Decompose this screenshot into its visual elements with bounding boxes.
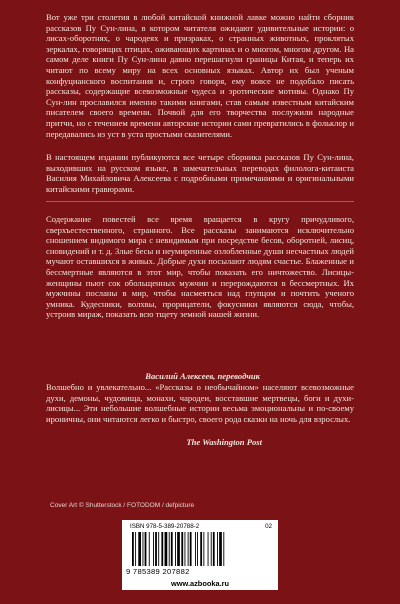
barcode-bar xyxy=(143,532,144,566)
barcode-bar xyxy=(149,532,150,566)
barcode-bar xyxy=(138,532,141,566)
publisher-website: www.azbooka.ru xyxy=(170,579,230,588)
barcode-bar xyxy=(165,532,168,566)
isbn-label: ISBN 978-5-389-20788-2 xyxy=(130,523,200,530)
barcode-bar xyxy=(197,532,198,566)
barcode-bar xyxy=(208,532,209,566)
barcode-bar xyxy=(158,532,159,566)
barcode-bar xyxy=(153,532,154,566)
barcode-digits: 9 785389 207882 xyxy=(126,567,190,576)
barcode-bar xyxy=(145,532,147,566)
barcode-bar xyxy=(211,532,212,566)
barcode-bar xyxy=(181,532,183,566)
barcode-bar xyxy=(155,532,157,566)
barcode-bar xyxy=(190,532,192,566)
barcode-bar xyxy=(171,532,173,566)
translator-quote: Содержание повестей все время вращается в кругу причудливого, сверхъестественного, странного. Все рассказы занимаются исключительно сношением видимого мира с невидимым при посредстве бесов, оборотней, лисиц, сновидений и т. д. Злые бесы и неумиренные озлобленные души несчастных людей мучают оставшихся в живых. Добрые духи посылают людям счастье. Блаженные и бессмертные являются в этот мир, чтобы показать его ничтожество. Лисицы-женщины пьют сок обольщенных мужчин и перерождаются в бессмертных. Их мужчины посланы в мир, чтобы насмеяться над глупцом и почтить ученого умника. Кудесники, волхвы, прорицатели, фокусники являются сюда, чтобы, устроив мираж, показать всю тщету земной нашей жизни. xyxy=(46,214,354,320)
translator-signature: Василий Алексеев, переводчик xyxy=(145,371,260,381)
barcode-bar xyxy=(175,532,176,566)
press-signature: The Washington Post xyxy=(186,437,262,447)
barcode-bar xyxy=(177,532,180,566)
barcode-bar xyxy=(161,532,163,566)
barcode-bar xyxy=(135,532,136,566)
intro-paragraph: Вот уже три столетия в любой китайской книжной лавке можно найти сборник рассказов Пу Сун-лина, в котором читателя ожидают удивительные истории: о лисах-оборотнях, о чародеях и призраках, о странных животных, проклятых зеркалах, говорящих птицах, оживающих картинах и о многом, многом другом. На самом деле книги Пу Сун-лина давно перешагнули границы Китая, и теперь их читают по всему миру на всех основных языках. Автор их был ученым конфуцианского воспитания и, строго говоря, ему вовсе не подобало писать рассказы, содержащие всевозможные чудеса и эротические мотивы. Однако Пу Сун-лин прославился именно такими книгами, став самым известным китайским писателем своего времени. Почвой для его творчества послужили народные притчи, но с течением времени авторские истории сами превратились в фольклор и передавались из уст в уста простыми сказителями. xyxy=(46,12,354,139)
barcode-icon xyxy=(132,532,272,566)
barcode-bar xyxy=(219,532,222,566)
barcode-bar xyxy=(203,532,204,566)
barcode-bar xyxy=(213,532,215,566)
cover-art-credit: Cover Art © Shutterstock / FOTODOM / defpicture xyxy=(50,502,195,509)
barcode-bar xyxy=(132,532,134,566)
barcode-bar xyxy=(223,532,224,566)
barcode-bar xyxy=(195,532,196,566)
barcode-bar xyxy=(169,532,170,566)
barcode-bar xyxy=(217,532,218,566)
barcode-bar xyxy=(200,532,202,566)
barcode-addon: 02 xyxy=(265,523,272,530)
edition-paragraph: В настоящем издании публикуются все четыре сборника рассказов Пу Сун-лина, выходивших на русском языке, в замечательных переводах филолога-китаиста Василия Михайловича Алексеева с подробными примечаниями и оригинальными китайскими гравюрами. xyxy=(46,152,354,194)
divider xyxy=(46,201,354,202)
barcode-bar xyxy=(188,532,189,566)
press-quote: Волшебно и увлекательно... «Рассказы о необычайном» населяют всевозможные духи, демоны, чудовища, монахи, чародеи, восставшие мертвецы, боги и духи-лисицы... Эти небольшие волшебные истории весьма эмоциональны и по-своему ироничны, они читаются легко и быстро, своего рода сказки на ночь для взрослых. xyxy=(46,382,354,424)
barcode-bar xyxy=(185,532,186,566)
barcode-panel xyxy=(122,520,278,590)
